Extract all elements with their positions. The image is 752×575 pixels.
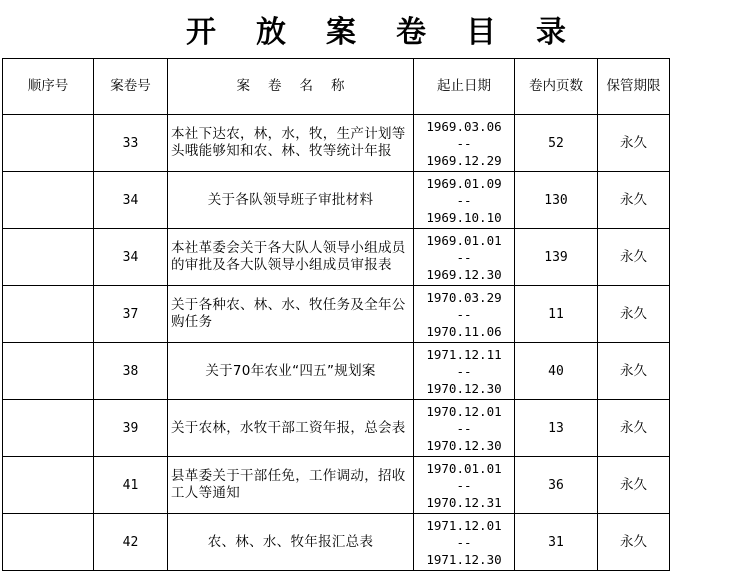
header-name-char: 卷 xyxy=(268,78,282,94)
date-start: 1971.12.11 xyxy=(426,346,502,362)
date-end: 1969.10.10 xyxy=(426,209,502,225)
cell-date-range[interactable] xyxy=(414,400,515,457)
cell-date-range[interactable] xyxy=(414,343,515,400)
table-row xyxy=(3,115,745,172)
title-char: 目 xyxy=(466,15,496,50)
empty-cell[interactable] xyxy=(670,400,745,457)
date-separator: -- xyxy=(456,192,472,208)
cell-file-no[interactable]: 34 xyxy=(94,172,168,229)
date-separator: -- xyxy=(456,420,472,436)
empty-cell[interactable] xyxy=(670,172,745,229)
empty-cell[interactable] xyxy=(670,115,745,172)
cell-pages[interactable]: 31 xyxy=(515,514,598,571)
title-char: 录 xyxy=(536,15,566,50)
date-start: 1970.01.01 xyxy=(426,460,502,476)
cell-retention[interactable]: 永久 xyxy=(598,286,670,343)
cell-name[interactable]: 本社下达农，林，水，牧，生产计划等头哦能够知和农、林、牧等统计年报 xyxy=(168,115,414,172)
empty-cell[interactable] xyxy=(670,59,745,115)
cell-pages[interactable]: 36 xyxy=(515,457,598,514)
title-char: 案 xyxy=(326,15,356,50)
cell-retention[interactable]: 永久 xyxy=(598,229,670,286)
cell-retention[interactable]: 永久 xyxy=(598,514,670,571)
empty-cell[interactable] xyxy=(670,343,745,400)
title-char: 卷 xyxy=(396,15,426,50)
header-date-range[interactable]: 起止日期 xyxy=(414,59,515,115)
cell-file-no[interactable]: 39 xyxy=(94,400,168,457)
title-char: 放 xyxy=(256,15,286,50)
table-row xyxy=(3,457,745,514)
header-file-no[interactable]: 案卷号 xyxy=(94,59,168,115)
cell-pages[interactable]: 130 xyxy=(515,172,598,229)
cell-retention[interactable]: 永久 xyxy=(598,172,670,229)
date-separator: -- xyxy=(456,363,472,379)
cell-pages[interactable]: 11 xyxy=(515,286,598,343)
date-start: 1970.03.29 xyxy=(426,289,502,305)
cell-date-range[interactable] xyxy=(414,514,515,571)
cell-file-no[interactable]: 41 xyxy=(94,457,168,514)
date-end: 1970.12.30 xyxy=(426,437,502,453)
cell-seq[interactable] xyxy=(3,115,94,172)
cell-retention[interactable]: 永久 xyxy=(598,343,670,400)
cell-date-range[interactable] xyxy=(414,457,515,514)
cell-pages[interactable]: 13 xyxy=(515,400,598,457)
header-row xyxy=(3,59,745,115)
date-end: 1969.12.30 xyxy=(426,266,502,282)
cell-retention[interactable]: 永久 xyxy=(598,115,670,172)
cell-date-range[interactable] xyxy=(414,172,515,229)
cell-name[interactable]: 农、林、水、牧年报汇总表 xyxy=(168,514,414,571)
date-start: 1969.01.01 xyxy=(426,232,502,248)
cell-file-no[interactable]: 37 xyxy=(94,286,168,343)
table-row xyxy=(3,172,745,229)
date-end: 1970.12.30 xyxy=(426,380,502,396)
cell-name[interactable]: 关于各种农、林、水、牧任务及全年公购任务 xyxy=(168,286,414,343)
header-pages[interactable]: 卷内页数 xyxy=(515,59,598,115)
cell-seq[interactable] xyxy=(3,343,94,400)
date-end: 1970.11.06 xyxy=(426,323,502,339)
cell-name[interactable]: 关于70年农业“四五”规划案 xyxy=(168,343,414,400)
empty-cell[interactable] xyxy=(670,514,745,571)
date-separator: -- xyxy=(456,135,472,151)
cell-file-no[interactable]: 42 xyxy=(94,514,168,571)
cell-file-no[interactable]: 33 xyxy=(94,115,168,172)
table-row xyxy=(3,286,745,343)
cell-pages[interactable]: 52 xyxy=(515,115,598,172)
date-start: 1969.01.09 xyxy=(426,175,502,191)
page-title xyxy=(0,0,752,58)
empty-cell[interactable] xyxy=(670,229,745,286)
date-end: 1970.12.31 xyxy=(426,494,502,510)
cell-date-range[interactable] xyxy=(414,229,515,286)
cell-seq[interactable] xyxy=(3,229,94,286)
table-row xyxy=(3,229,745,286)
cell-pages[interactable]: 139 xyxy=(515,229,598,286)
cell-seq[interactable] xyxy=(3,457,94,514)
date-start: 1969.03.06 xyxy=(426,118,502,134)
table-row xyxy=(3,400,745,457)
title-char: 开 xyxy=(186,15,216,50)
header-seq[interactable]: 顺序号 xyxy=(3,59,94,115)
empty-cell[interactable] xyxy=(670,457,745,514)
header-name-char: 称 xyxy=(331,78,345,94)
header-retention[interactable]: 保管期限 xyxy=(598,59,670,115)
cell-pages[interactable]: 40 xyxy=(515,343,598,400)
cell-retention[interactable]: 永久 xyxy=(598,457,670,514)
date-end: 1969.12.29 xyxy=(426,152,502,168)
table-row xyxy=(3,343,745,400)
header-name[interactable] xyxy=(168,59,414,115)
table-row xyxy=(3,514,745,571)
header-name-char: 名 xyxy=(299,78,313,94)
date-separator: -- xyxy=(456,249,472,265)
cell-file-no[interactable]: 34 xyxy=(94,229,168,286)
cell-date-range[interactable] xyxy=(414,115,515,172)
cell-name[interactable]: 关于各队领导班子审批材料 xyxy=(168,172,414,229)
cell-seq[interactable] xyxy=(3,286,94,343)
catalog-table xyxy=(2,58,745,571)
date-separator: -- xyxy=(456,534,472,550)
date-start: 1971.12.01 xyxy=(426,517,502,533)
date-separator: -- xyxy=(456,477,472,493)
cell-seq[interactable] xyxy=(3,400,94,457)
cell-seq[interactable] xyxy=(3,172,94,229)
cell-retention[interactable]: 永久 xyxy=(598,400,670,457)
cell-file-no[interactable]: 38 xyxy=(94,343,168,400)
date-separator: -- xyxy=(456,306,472,322)
cell-name[interactable]: 县革委关于干部任免，工作调动，招收工人等通知 xyxy=(168,457,414,514)
date-start: 1970.12.01 xyxy=(426,403,502,419)
empty-cell[interactable] xyxy=(670,286,745,343)
cell-name[interactable]: 本社革委会关于各大队人领导小组成员的审批及各大队领导小组成员审报表 xyxy=(168,229,414,286)
date-end: 1971.12.30 xyxy=(426,551,502,567)
header-name-char: 案 xyxy=(236,78,250,94)
cell-seq[interactable] xyxy=(3,514,94,571)
cell-name[interactable]: 关于农林，水牧干部工资年报，总会表 xyxy=(168,400,414,457)
cell-date-range[interactable] xyxy=(414,286,515,343)
